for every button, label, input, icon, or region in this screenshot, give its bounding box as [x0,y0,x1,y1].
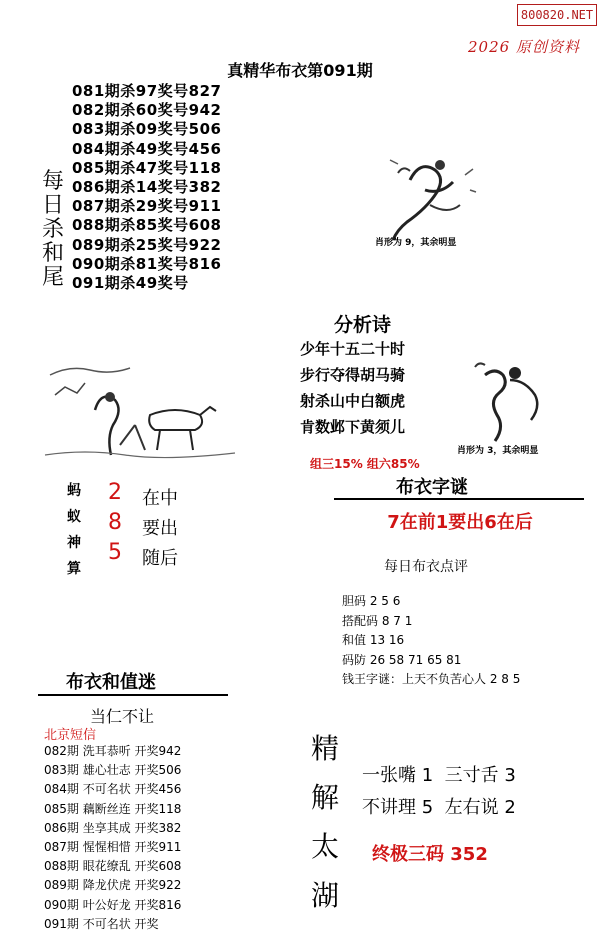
kill-list-item: 082期杀60奖号942 [72,101,222,120]
ant-calc-label [64,478,84,582]
sms-title: 北京短信 [44,728,97,743]
ant-calc-words [142,484,178,574]
lake-title-char: 湖 [310,879,339,912]
sms-row: 087期 惺惺相惜 开奖911 [44,840,182,855]
sms-row: 083期 雄心壮志 开奖506 [44,763,182,778]
review-line: 和值 13 16 [342,633,405,647]
lake-title-char: 精 [310,732,339,765]
lake-line: 不讲理 5 左右说 2 [362,797,516,818]
kill-list-item: 083期杀09奖号506 [72,120,222,139]
sms-row: 086期 坐享其成 开奖382 [44,820,182,835]
review-list [342,592,520,690]
sum-riddle-title: 布衣和值迷 [66,672,156,693]
kill-list-item: 086期杀14奖号382 [72,178,222,197]
poem-line: 步行夺得胡马骑 [300,366,406,384]
riddle-title: 布衣字谜 [396,477,468,498]
sms-row: 084期 不可名状 开奖456 [44,782,182,797]
sms-row: 091期 不可名状 开奖 [44,916,159,931]
vertical-char: 尾 [41,265,64,290]
ant-number: 2 [108,480,122,505]
sms-row: 089期 降龙伏虎 开奖922 [44,878,182,893]
poem-line: 肯数邺下黄须儿 [300,418,406,436]
site-badge[interactable]: 800820.NET [517,4,597,26]
poem-lines [300,336,405,440]
kill-list-item: 089期杀25奖号922 [72,235,222,254]
dancer-sketch-image [370,145,490,275]
sms-row: 088期 眼花缭乱 开奖608 [44,859,182,874]
final-three-codes: 终极三码 352 [372,844,488,865]
sms-row: 085期 藕断丝连 开奖118 [44,801,182,816]
vertical-char: 和 [41,241,64,266]
ant-label-char: 神 [67,535,81,551]
ant-word: 要出 [142,518,178,539]
kill-list-item: 084期杀49奖号456 [72,139,222,158]
sms-row: 082期 洗耳恭听 开奖942 [44,744,182,758]
page-title: 真精华布衣第091期 [227,61,373,80]
poem-stat: 组三15% 组六85% [310,457,420,471]
lake-title [310,724,340,920]
sum-riddle-answer: 当仁不让 [90,707,155,726]
vertical-char: 每 [41,169,64,194]
kill-list-item: 091期杀49奖号 [72,274,189,293]
kill-list-item: 081期杀97奖号827 [72,82,222,100]
vertical-char: 日 [41,193,64,218]
sms-list [44,742,181,934]
ant-number: 8 [108,510,122,535]
lake-lines [362,760,516,824]
poem-line: 少年十五二十时 [300,340,406,358]
ant-label-char: 蚁 [67,509,81,525]
sms-row: 090期 叶公好龙 开奖816 [44,897,182,912]
poem-title: 分析诗 [334,314,392,336]
review-line: 钱王字谜：上天不负苦心人 2 8 5 [342,672,521,686]
kill-list [72,82,222,293]
review-title: 每日布衣点评 [384,559,468,575]
riddle-divider [334,498,584,500]
rural-scene-sketch-image [40,355,240,467]
brand-stamp: 2026 原创资料 [468,38,580,56]
review-line: 码防 26 58 71 65 81 [342,652,462,667]
sum-riddle-divider [38,694,228,696]
lake-title-char: 太 [310,830,339,863]
kill-list-item: 087期杀29奖号911 [72,197,222,216]
riddle-answer: 7在前1要出6在后 [387,512,533,533]
kill-list-item: 090期杀81奖号816 [72,254,222,273]
daily-kill-label [40,170,66,290]
archer-sketch-image [455,355,575,460]
poem-line: 射杀山中白额虎 [300,392,406,410]
ant-label-char: 算 [67,561,81,577]
ant-word: 在中 [142,488,178,509]
review-line: 搭配码 8 7 1 [342,613,413,628]
review-line: 胆码 2 5 6 [342,594,401,608]
ant-number: 5 [108,540,122,565]
ant-calc-numbers [108,478,122,568]
lake-title-char: 解 [310,781,339,814]
ant-word: 随后 [142,548,178,569]
ant-label-char: 蚂 [67,483,81,499]
lake-line: 一张嘴 1 三寸舌 3 [362,765,516,786]
kill-list-item: 085期杀47奖号118 [72,158,222,177]
sketch-right-caption: 肖形为 3，其余明显 [457,446,539,456]
sketch-top-caption: 肖形为 9，其余明显 [375,238,457,248]
vertical-char: 杀 [41,217,64,242]
kill-list-item: 088期杀85奖号608 [72,216,222,235]
